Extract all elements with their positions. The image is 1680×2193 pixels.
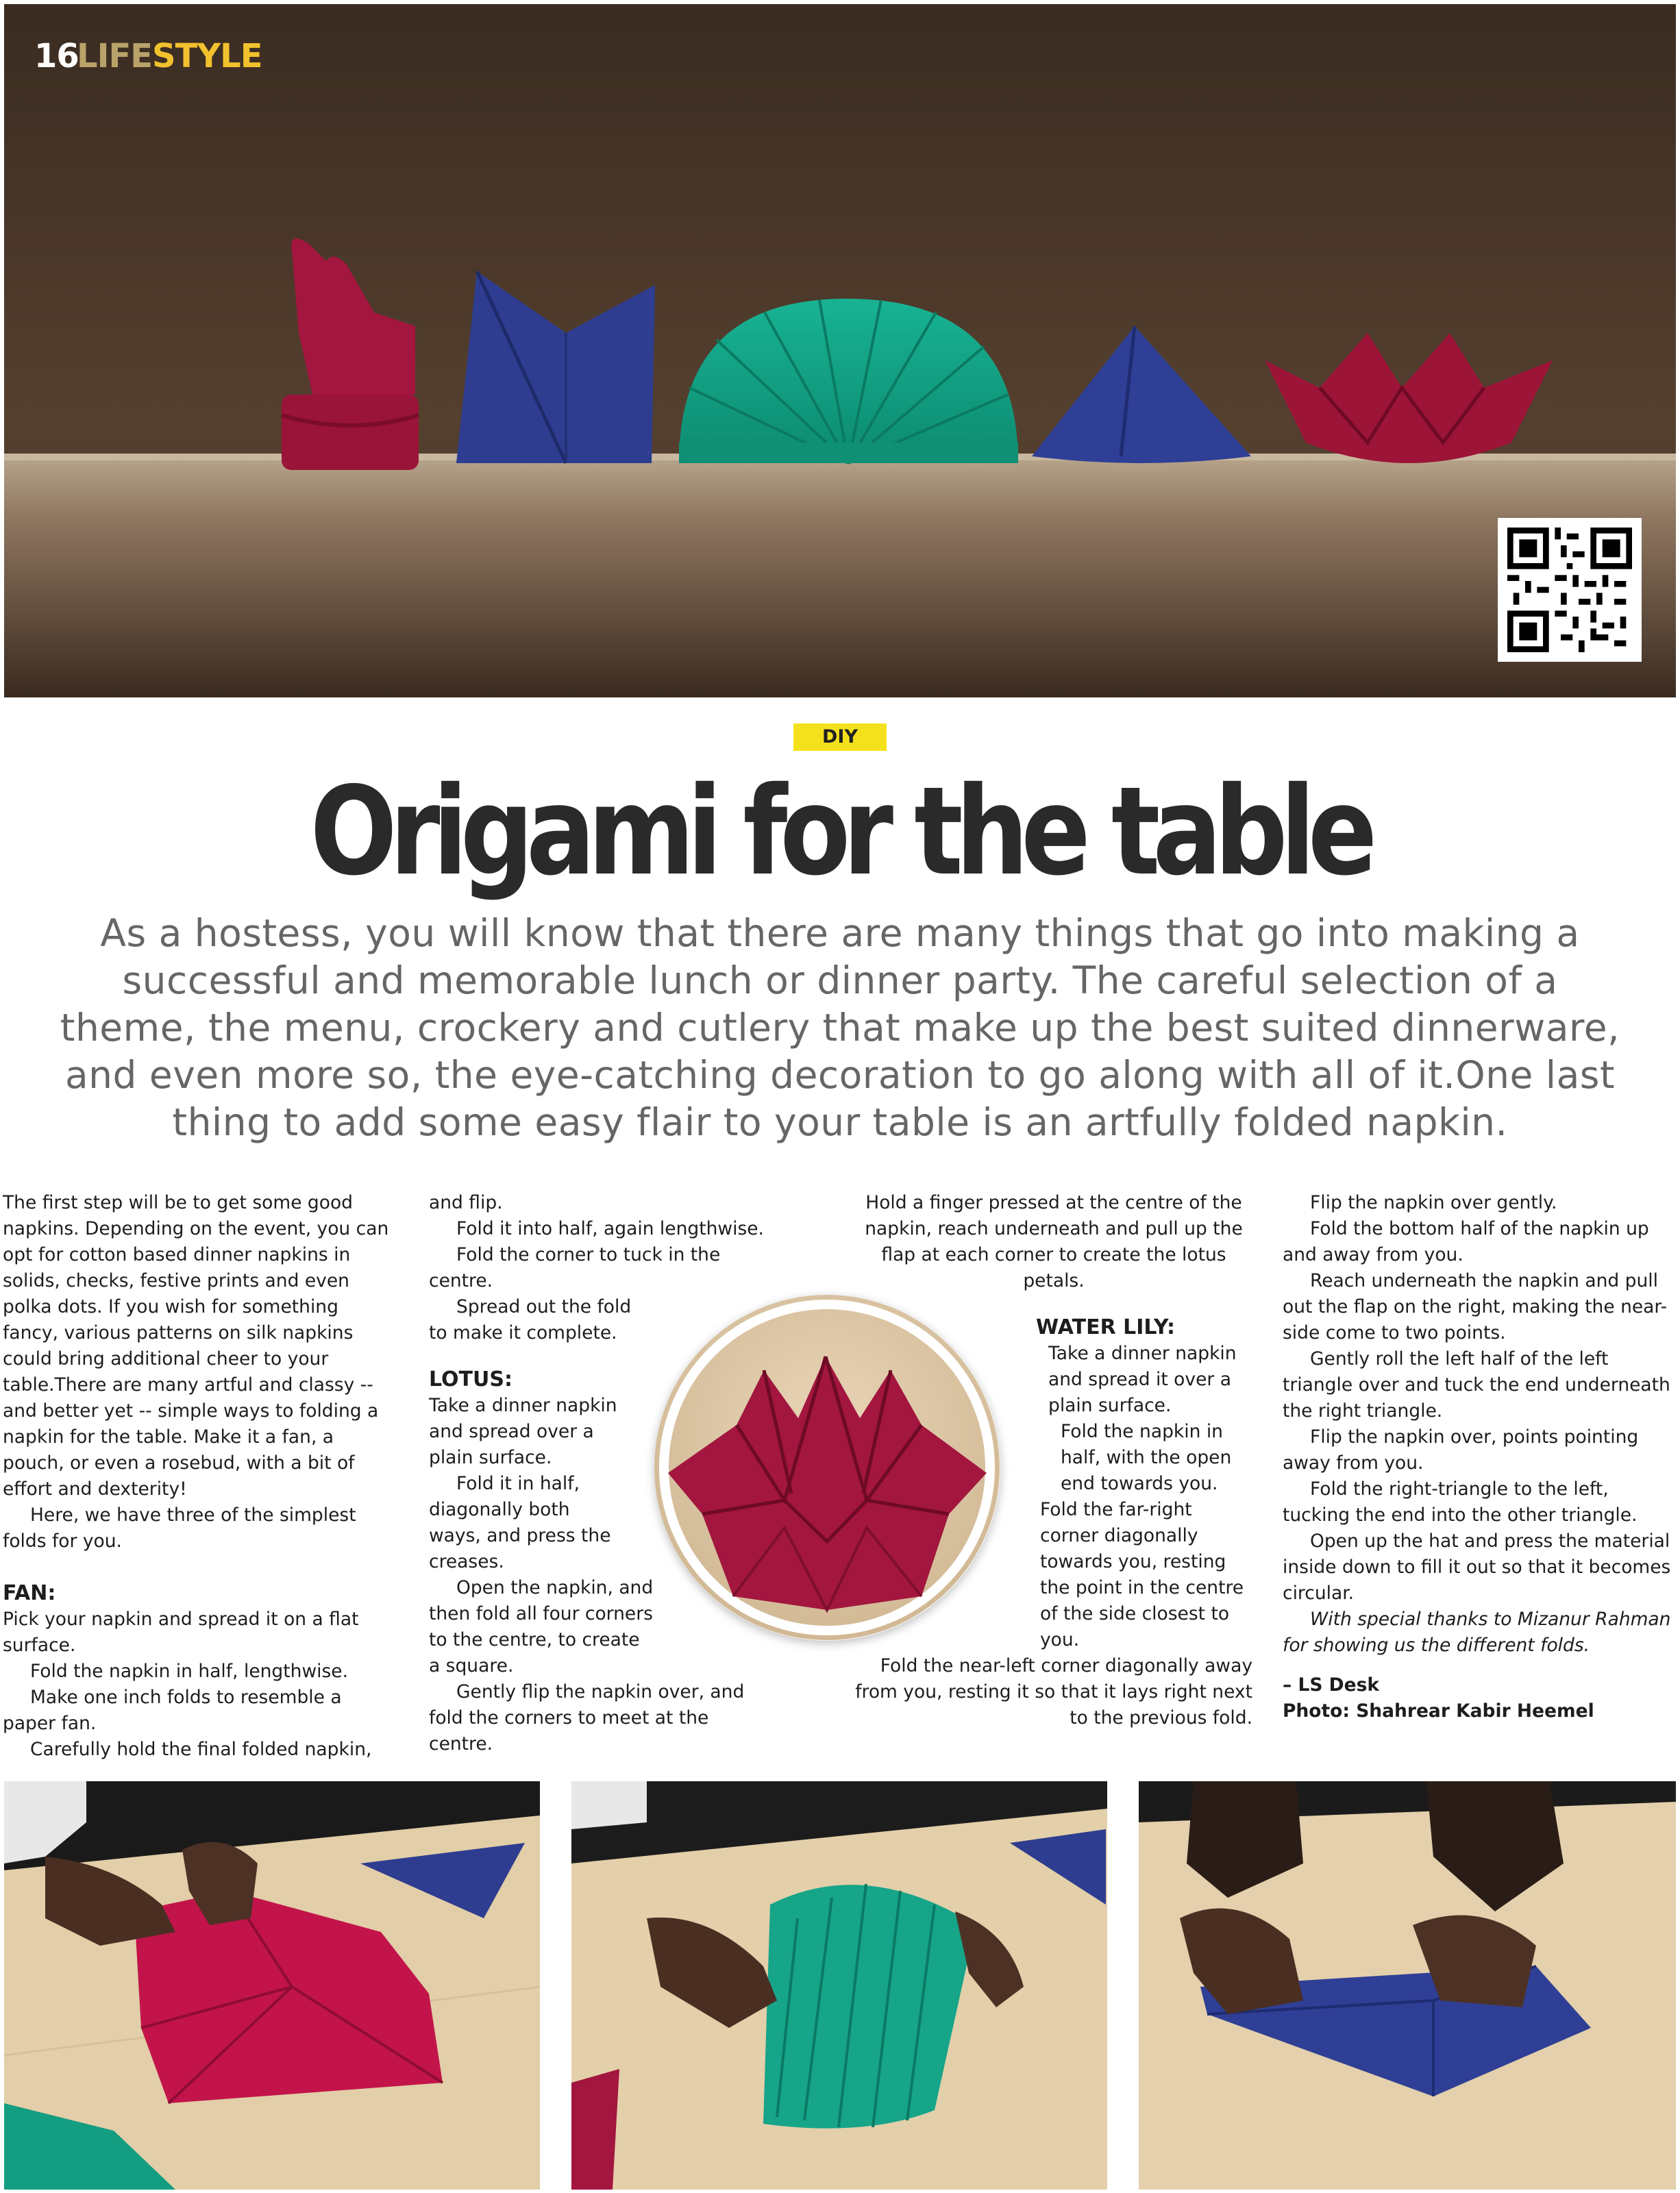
water-lily-step: Fold the near-left corner diagonally away from you, resting it so that it lays right next to the previous fold. (855, 1655, 1252, 1729)
fan-step: Fold it into half, again lengthwise. (456, 1218, 764, 1239)
fan-step: Fold the napkin in half, lengthwise. (30, 1661, 349, 1682)
lotus-step: Fold it in half, diagonally both ways, and press the creases. (429, 1473, 611, 1572)
lotus-folding-illustration (4, 1781, 540, 2190)
water-lily-step: Flip the napkin over gently. (1310, 1192, 1557, 1213)
blue-bishop-napkin (1032, 326, 1251, 463)
napkin-display-illustration (4, 4, 1676, 697)
water-lily-heading: WATER LILY: (1036, 1315, 1175, 1339)
water-lily-folding-illustration (1139, 1781, 1676, 2190)
body-paragraph: Here, we have three of the simplest folds for you. (3, 1504, 356, 1552)
lotus-heading: LOTUS: (429, 1367, 512, 1391)
fan-step: and flip. (429, 1192, 503, 1213)
fan-step: Spread out the fold to make it complete. (429, 1296, 632, 1343)
article-column-1 (3, 1190, 391, 1763)
fan-heading: FAN: (3, 1581, 56, 1605)
red-lotus-napkin (1265, 333, 1553, 463)
water-lily-step: Fold the bottom half of the napkin up and away from you. (1283, 1218, 1649, 1265)
lotus-napkin-photo (654, 1295, 1000, 1641)
blue-pouch-napkin (456, 271, 655, 463)
lotus-step: Hold a finger pressed at the centre of the napkin, reach underneath and pull up the flap at each corner to create the lotus petals. (865, 1192, 1243, 1291)
lotus-napkin-illustration (654, 1295, 1000, 1641)
step-photo-lotus (4, 1781, 540, 2190)
fan-step: Make one inch folds to resemble a paper fan. (3, 1687, 342, 1734)
teal-fan-napkin (679, 299, 1018, 463)
section-kicker: DIY (793, 723, 887, 751)
qr-code[interactable] (1498, 518, 1642, 662)
photo-credit: Photo: Shahrear Kabir Heemel (1283, 1700, 1594, 1722)
qr-code-icon (1507, 528, 1632, 652)
body-paragraph: The first step will be to get some good napkins. Depending on the event, you can opt for cotton based dinner napkins in solids, checks, festive prints and even polka dots. If you wish for something fancy, various patterns on silk napkins could bring additional cheer to your table.There are many artful and classy -- and better yet -- simple ways to folding a napkin for the table. Make it a fan, a pouch, or even a rosebud, with a bit of effort and dexterity! (3, 1192, 389, 1500)
thanks-note: With special thanks to Mizanur Rahman for showing us the different folds. (1283, 1609, 1671, 1656)
water-lily-step: Open up the hat and press the material inside down to fill it out so that it becomes circular. (1283, 1531, 1671, 1604)
article-intro: As a hostess, you will know that there are many things that go into making a successful and memorable lunch or dinner party. The careful selection of a theme, the menu, crockery and cutlery that make up the best suited dinnerware, and even more so, the eye-catching decoration to go along with all of it.One last thing to add some easy flair to your table is an artfully folded napkin. (60, 911, 1620, 1144)
lotus-step: Open the napkin, and then fold all four corners to the centre, to create a square. (429, 1577, 654, 1676)
section-name (77, 37, 262, 75)
byline: – LS Desk (1283, 1674, 1380, 1696)
lotus-step: Gently flip the napkin over, and fold the corners to meet at the centre. (429, 1681, 745, 1755)
fan-step: Pick your napkin and spread it on a flat surface. (3, 1609, 359, 1656)
fan-step: Carefully hold the final folded napkin, (30, 1739, 372, 1760)
section-name-style: STYLE (152, 37, 262, 75)
fan-folding-illustration (571, 1781, 1107, 2190)
red-rosebud-napkin (282, 238, 419, 470)
water-lily-step: Fold the napkin in half, with the open end towards you. (1061, 1421, 1232, 1494)
water-lily-step: Gently roll the left half of the left triangle over and tuck the end underneath the right triangle. (1283, 1348, 1670, 1422)
lotus-step: Take a dinner napkin and spread over a plain surface. (429, 1395, 617, 1468)
water-lily-step: Fold the right-triangle to the left, tucking the end into the other triangle. (1283, 1478, 1638, 1526)
paragraph-gap (1283, 1659, 1677, 1672)
water-lily-step: Fold the far-right corner diagonally towards you, resting the point in the centre of the side closest to you. (1040, 1499, 1244, 1650)
page-number: 16 (34, 37, 79, 75)
paragraph-gap (3, 1554, 391, 1581)
water-lily-step: Reach underneath the napkin and pull out the flap on the right, making the near-side come to two points. (1283, 1270, 1668, 1343)
step-photo-water-lily (1139, 1781, 1676, 2190)
water-lily-step: Take a dinner napkin and spread it over a plain surface. (1048, 1343, 1237, 1416)
hero-photo (4, 4, 1676, 697)
fan-step: Fold the corner to tuck in the centre. (429, 1244, 721, 1291)
water-lily-step: Flip the napkin over, points pointing away from you. (1283, 1426, 1639, 1474)
article-title: Origami for the table (310, 760, 1370, 902)
section-name-life: LIFE (77, 37, 153, 75)
step-photo-fan (571, 1781, 1107, 2190)
article-column-4 (1283, 1190, 1677, 1724)
